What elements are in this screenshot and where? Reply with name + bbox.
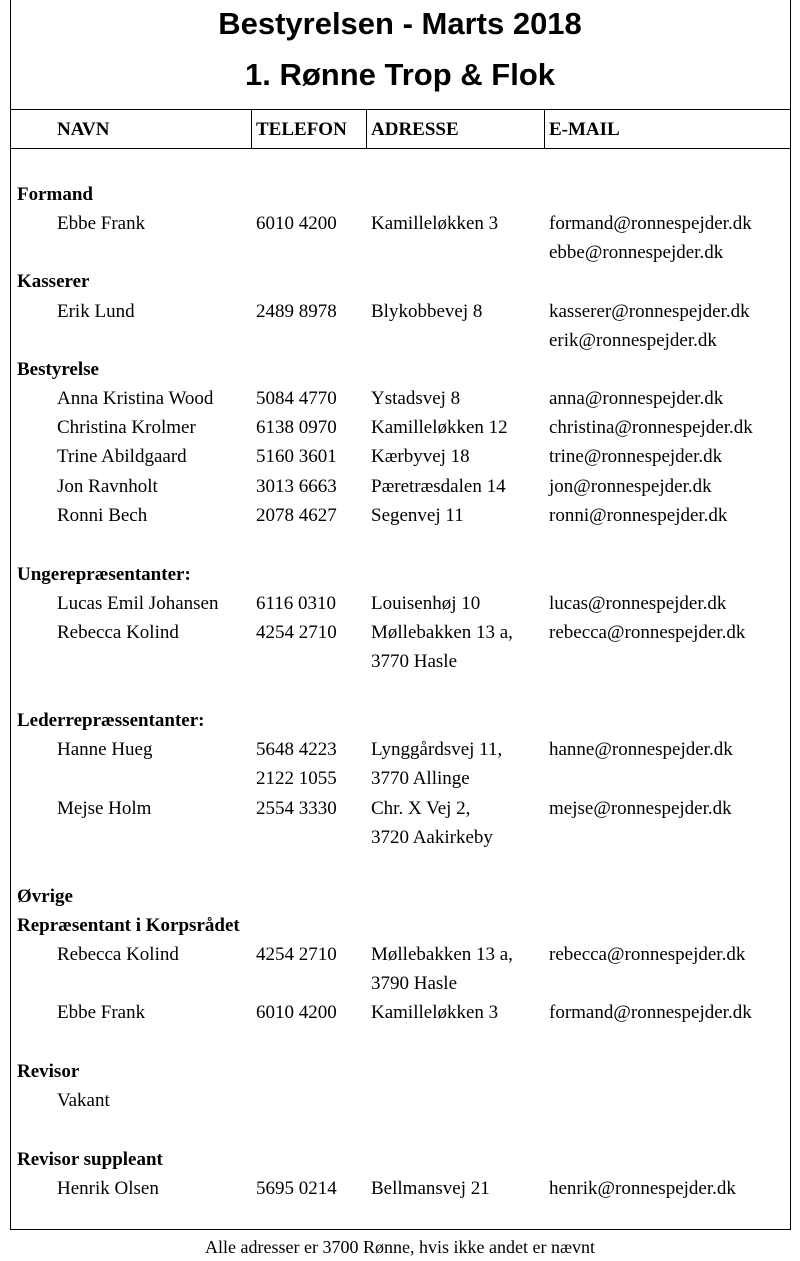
member-row <box>0 735 800 793</box>
member-phone-secondary: 2122 1055 <box>256 768 337 789</box>
member-name: Rebecca Kolind <box>57 944 179 965</box>
member-phone: 4254 2710 <box>256 944 337 965</box>
column-header-email: E-MAIL <box>549 119 620 140</box>
member-row <box>0 297 800 355</box>
member-email-secondary[interactable]: erik@ronnespejder.dk <box>549 330 717 351</box>
member-row <box>0 940 800 998</box>
section-heading: Lederrepræssentanter: <box>17 710 205 731</box>
member-address: Kamilleløkken 3 <box>371 213 499 234</box>
member-phone: 4254 2710 <box>256 622 337 643</box>
section-heading: Revisor <box>17 1061 80 1082</box>
member-phone: 6010 4200 <box>256 213 337 234</box>
member-email[interactable]: kasserer@ronnespejder.dk <box>549 301 750 322</box>
member-email[interactable]: jon@ronnespejder.dk <box>549 476 712 497</box>
member-address-line2: 3770 Hasle <box>371 651 458 672</box>
member-email[interactable]: hanne@ronnespejder.dk <box>549 739 733 760</box>
member-address: Kamilleløkken 12 <box>371 417 508 438</box>
member-name: Vakant <box>57 1090 110 1111</box>
member-email[interactable]: anna@ronnespejder.dk <box>549 388 724 409</box>
member-address-line2: 3770 Allinge <box>371 768 470 789</box>
member-row <box>0 501 800 559</box>
member-name: Anna Kristina Wood <box>57 388 214 409</box>
member-name: Ebbe Frank <box>57 1002 146 1023</box>
member-address-line2: 3720 Aakirkeby <box>371 827 493 848</box>
column-header-name: NAVN <box>57 119 110 140</box>
section-heading: Bestyrelse <box>17 359 99 380</box>
section-heading: Formand <box>17 184 93 205</box>
member-row <box>0 1086 800 1144</box>
member-email[interactable]: ronni@ronnespejder.dk <box>549 505 728 526</box>
member-name: Henrik Olsen <box>57 1178 159 1199</box>
member-name: Ebbe Frank <box>57 213 146 234</box>
member-email[interactable]: henrik@ronnespejder.dk <box>549 1178 736 1199</box>
member-email[interactable]: christina@ronnespejder.dk <box>549 417 753 438</box>
member-address: Blykobbevej 8 <box>371 301 483 322</box>
member-row <box>0 998 800 1056</box>
section-heading: Repræsentant i Korpsrådet <box>17 915 240 936</box>
member-row <box>0 209 800 267</box>
member-name: Trine Abildgaard <box>57 446 187 467</box>
member-name: Erik Lund <box>57 301 135 322</box>
member-email[interactable]: lucas@ronnespejder.dk <box>549 593 727 614</box>
member-phone: 2554 3330 <box>256 798 337 819</box>
member-phone: 6116 0310 <box>256 593 337 614</box>
member-email[interactable]: formand@ronnespejder.dk <box>549 213 752 234</box>
member-name: Rebecca Kolind <box>57 622 179 643</box>
member-email[interactable]: trine@ronnespejder.dk <box>549 446 723 467</box>
member-name: Jon Ravnholt <box>57 476 158 497</box>
column-divider <box>251 109 252 149</box>
member-email-secondary[interactable]: ebbe@ronnespejder.dk <box>549 242 724 263</box>
column-header-phone: TELEFON <box>256 119 347 140</box>
footer-note: Alle adresser er 3700 Rønne, hvis ikke andet er nævnt <box>205 1237 595 1257</box>
member-phone: 5695 0214 <box>256 1178 337 1199</box>
member-address: Lynggårdsvej 11, <box>371 739 503 760</box>
column-divider <box>544 109 545 149</box>
member-phone: 3013 6663 <box>256 476 337 497</box>
member-row <box>0 1174 800 1232</box>
member-phone: 6138 0970 <box>256 417 337 438</box>
member-address: Ystadsvej 8 <box>371 388 461 409</box>
member-address: Chr. X Vej 2, <box>371 798 471 819</box>
page-subtitle: 1. Rønne Trop & Flok <box>244 57 555 92</box>
member-phone: 6010 4200 <box>256 1002 337 1023</box>
section-heading: Øvrige <box>17 886 73 907</box>
member-phone: 2489 8978 <box>256 301 337 322</box>
column-divider <box>366 109 367 149</box>
member-address: Kamilleløkken 3 <box>371 1002 499 1023</box>
member-email[interactable]: formand@ronnespejder.dk <box>549 1002 752 1023</box>
member-row <box>0 618 800 676</box>
member-address: Møllebakken 13 a, <box>371 622 513 643</box>
member-address: Segenvej 11 <box>371 505 464 526</box>
member-email[interactable]: rebecca@ronnespejder.dk <box>549 944 746 965</box>
member-name: Christina Krolmer <box>57 417 196 438</box>
member-name: Ronni Bech <box>57 505 148 526</box>
member-row <box>0 794 800 852</box>
column-header-address: ADRESSE <box>371 119 459 140</box>
member-name: Mejse Holm <box>57 798 152 819</box>
section-heading: Ungerepræsentanter: <box>17 564 191 585</box>
member-email[interactable]: rebecca@ronnespejder.dk <box>549 622 746 643</box>
member-phone: 5648 4223 <box>256 739 337 760</box>
member-phone: 5160 3601 <box>256 446 337 467</box>
header-top-rule <box>10 109 791 110</box>
member-phone: 2078 4627 <box>256 505 337 526</box>
page-title: Bestyrelsen - Marts 2018 <box>218 6 582 41</box>
section-heading: Kasserer <box>17 271 90 292</box>
header-bottom-rule <box>10 148 791 149</box>
member-address-line2: 3790 Hasle <box>371 973 458 994</box>
section-heading: Revisor suppleant <box>17 1149 163 1170</box>
member-address: Møllebakken 13 a, <box>371 944 513 965</box>
member-address: Bellmansvej 21 <box>371 1178 490 1199</box>
member-email[interactable]: mejse@ronnespejder.dk <box>549 798 732 819</box>
member-name: Hanne Hueg <box>57 739 153 760</box>
member-name: Lucas Emil Johansen <box>57 593 219 614</box>
member-address: Louisenhøj 10 <box>371 593 481 614</box>
member-phone: 5084 4770 <box>256 388 337 409</box>
member-address: Pæretræsdalen 14 <box>371 476 506 497</box>
member-address: Kærbyvej 18 <box>371 446 470 467</box>
